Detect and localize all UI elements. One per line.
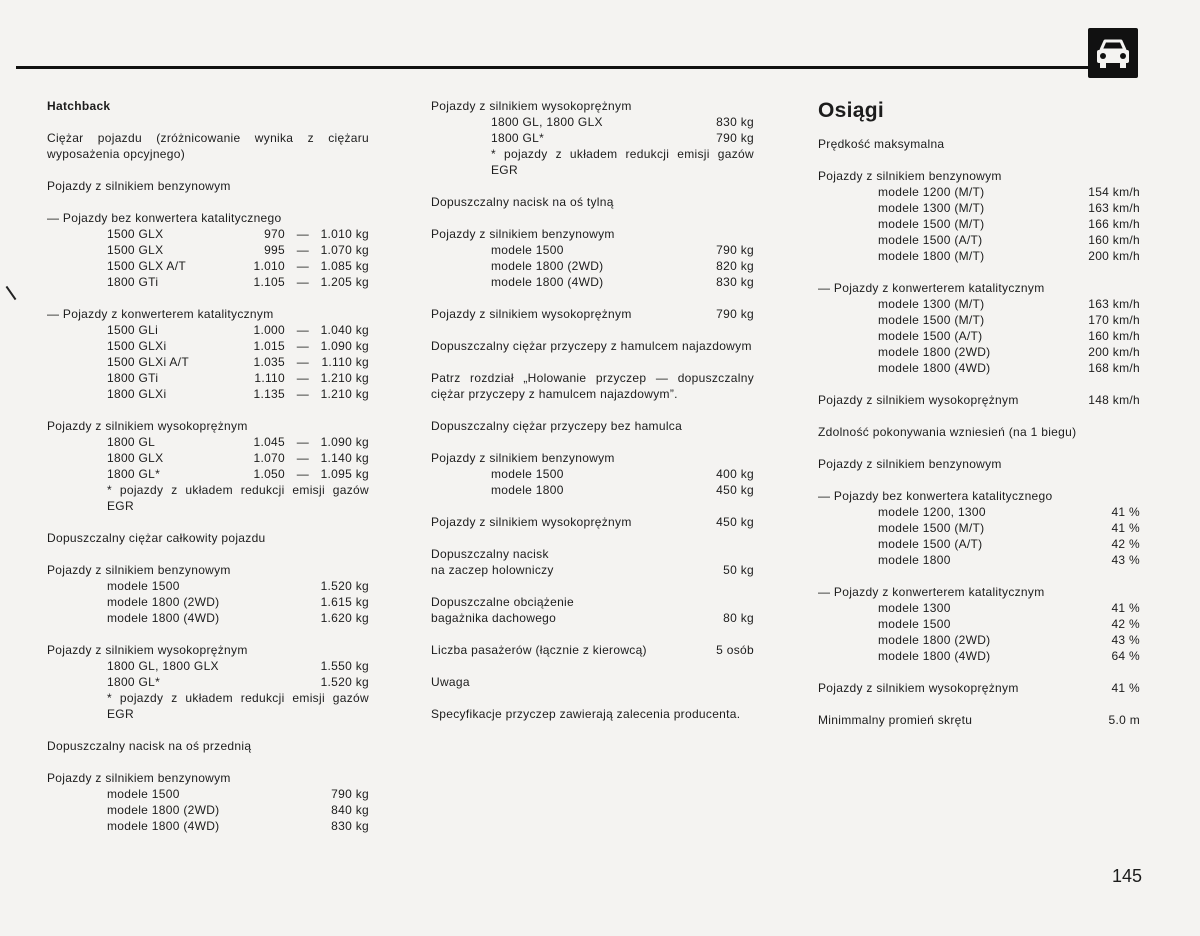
roof-label-line2: bagażnika dachowego: [431, 611, 557, 625]
spec-model: modele 1500 (A/T): [878, 233, 983, 247]
spec-model: modele 1800: [878, 553, 951, 567]
range-dash: —: [296, 227, 309, 241]
unbraked-diesel-row: [431, 514, 754, 530]
range-dash: —: [296, 259, 309, 273]
spec-value: 200 km/h: [1088, 249, 1140, 263]
range-to: 1.090 kg: [320, 435, 369, 449]
range-from: 970: [264, 227, 285, 241]
unbraked-petrol-list: [431, 466, 754, 498]
towbar-value: 50 kg: [723, 563, 754, 577]
weight-range-row: [47, 354, 369, 370]
spec-model: modele 1500: [491, 243, 564, 257]
spec-value: 1.620 kg: [320, 611, 369, 625]
spec-model: modele 1800 (2WD): [107, 595, 220, 609]
weight-range-row: [47, 258, 369, 274]
spec-model: modele 1800: [491, 483, 564, 497]
spec-value: 160 km/h: [1088, 233, 1140, 247]
max-speed-label: Prędkość maksymalna: [818, 137, 945, 151]
spec-value: 42 %: [1111, 617, 1140, 631]
front-diesel-label: Pojazdy z silnikiem wysokoprężnym: [431, 99, 632, 113]
spec-model: modele 1800 (2WD): [107, 803, 220, 817]
range-from: 1.070: [253, 451, 285, 465]
no-catalyst-list: [47, 226, 369, 290]
spec-row: [818, 552, 1140, 568]
weight-note: Ciężar pojazdu (zróżnicowanie wynika z ciężaru wyposażenia opcyjnego): [47, 131, 369, 161]
passengers-value: 5 osób: [716, 643, 754, 657]
spec-model: modele 1800 (4WD): [107, 819, 220, 833]
range-from: 995: [264, 243, 285, 257]
front-axle-label: Dopuszczalny nacisk na oś przednią: [47, 739, 252, 753]
spec-model: modele 1500: [107, 579, 180, 593]
speed-catalyst-label: — Pojazdy z konwerterem katalitycznym: [818, 281, 1045, 295]
note-label: Uwaga: [431, 675, 470, 689]
spec-value: 790 kg: [331, 787, 369, 801]
range-to: 1.070 kg: [320, 243, 369, 257]
roof-label-line1: Dopuszczalne obciążenie: [431, 595, 574, 609]
spec-row: [431, 466, 754, 482]
diesel-label: Pojazdy z silnikiem wysokoprężnym: [47, 419, 248, 433]
range-dash: —: [296, 467, 309, 481]
rear-axle-label: Dopuszczalny nacisk na oś tylną: [431, 195, 614, 209]
spec-model: modele 1800 (4WD): [878, 361, 991, 375]
diesel-list: [47, 434, 369, 482]
section-heading: Hatchback: [47, 99, 111, 113]
roof-value: 80 kg: [723, 611, 754, 625]
range-to: 1.085 kg: [320, 259, 369, 273]
range-from: 1.010: [253, 259, 285, 273]
spec-row: [47, 674, 369, 690]
range-from: 1.050: [253, 467, 285, 481]
range-dash: —: [296, 323, 309, 337]
spec-row: [47, 818, 369, 834]
weight-range-row: [47, 338, 369, 354]
speed-catalyst-list: [818, 296, 1140, 376]
roof-row: [431, 610, 754, 626]
spec-row: [431, 114, 754, 130]
egr-note: * pojazdy z układem redukcji emisji gazów EGR: [491, 147, 754, 177]
range-model: 1800 GL: [107, 435, 156, 449]
range-model: 1500 GLX: [107, 243, 164, 257]
range-model: 1800 GTi: [107, 275, 159, 289]
range-from: 1.045: [253, 435, 285, 449]
spec-model: modele 1800 (2WD): [491, 259, 604, 273]
spec-row: [818, 360, 1140, 376]
gvw-diesel-list: [47, 658, 369, 690]
performance-title: Osiągi: [818, 99, 884, 122]
range-to: 1.205 kg: [320, 275, 369, 289]
range-dash: —: [296, 387, 309, 401]
weight-range-row: [47, 242, 369, 258]
weight-range-row: [47, 370, 369, 386]
front-diesel-list: [431, 114, 754, 146]
spec-value: 41 %: [1111, 521, 1140, 535]
spec-model: modele 1800 (M/T): [878, 249, 985, 263]
spec-row: [431, 258, 754, 274]
braked-trailer-label: Dopuszczalny ciężar przyczepy z hamulcem najazdowym: [431, 339, 752, 353]
range-to: 1.010 kg: [320, 227, 369, 241]
spec-row: [47, 578, 369, 594]
turn-radius-value: 5.0 m: [1108, 713, 1140, 727]
spec-value: 43 %: [1111, 553, 1140, 567]
spec-row: [818, 328, 1140, 344]
column-weights: [47, 98, 369, 834]
header-rule: [16, 66, 1088, 69]
range-model: 1500 GLi: [107, 323, 159, 337]
column-performance: [818, 98, 1140, 728]
spec-value: 1.550 kg: [320, 659, 369, 673]
climb-catalyst-label: — Pojazdy z konwerterem katalitycznym: [818, 585, 1045, 599]
spec-value: 840 kg: [331, 803, 369, 817]
range-from: 1.105: [253, 275, 285, 289]
unbraked-trailer-label: Dopuszczalny ciężar przyczepy bez hamulca: [431, 419, 683, 433]
spec-model: 1800 GL, 1800 GLX: [491, 115, 603, 129]
car-icon: [1088, 28, 1138, 78]
spec-row: [818, 200, 1140, 216]
no-catalyst-label: — Pojazdy bez konwertera katalitycznego: [47, 211, 282, 225]
spec-value: 64 %: [1111, 649, 1140, 663]
spec-model: modele 1500: [107, 787, 180, 801]
range-dash: —: [296, 355, 309, 369]
spec-value: 200 km/h: [1088, 345, 1140, 359]
spec-row: [818, 632, 1140, 648]
spec-row: [47, 802, 369, 818]
spec-value: 830 kg: [331, 819, 369, 833]
climb-no-catalyst-list: [818, 504, 1140, 568]
passengers-label: Liczba pasażerów (łącznie z kierowcą): [431, 643, 647, 657]
column-loads: [431, 98, 754, 722]
climb-diesel-row: [818, 680, 1140, 696]
range-model: 1800 GTi: [107, 371, 159, 385]
climb-diesel-value: 41 %: [1111, 681, 1140, 695]
spec-row: [818, 216, 1140, 232]
spec-model: modele 1800 (4WD): [491, 275, 604, 289]
spec-row: [818, 648, 1140, 664]
range-dash: —: [296, 275, 309, 289]
range-from: 1.135: [253, 387, 285, 401]
range-from: 1.035: [253, 355, 285, 369]
spec-value: 154 km/h: [1088, 185, 1140, 199]
spec-row: [818, 600, 1140, 616]
spec-row: [818, 184, 1140, 200]
page-number: 145: [1111, 866, 1142, 886]
range-to: 1.110 kg: [321, 355, 369, 369]
rear-petrol-list: [431, 242, 754, 290]
climb-label: Zdolność pokonywania wzniesień (na 1 biegu): [818, 425, 1077, 439]
range-to: 1.140 kg: [320, 451, 369, 465]
spec-value: 170 km/h: [1088, 313, 1140, 327]
speed-diesel-label: Pojazdy z silnikiem wysokoprężnym: [818, 393, 1019, 407]
spec-model: modele 1300 (M/T): [878, 297, 985, 311]
gvw-egr-note: * pojazdy z układem redukcji emisji gazów EGR: [107, 691, 369, 721]
spec-model: modele 1800 (2WD): [878, 345, 991, 359]
spec-value: 400 kg: [716, 467, 754, 481]
climb-catalyst-list: [818, 600, 1140, 664]
note-text: Specyfikacje przyczep zawierają zalecenia producenta.: [431, 707, 741, 721]
spec-model: modele 1800 (2WD): [878, 633, 991, 647]
range-model: 1500 GLX: [107, 227, 164, 241]
spec-model: modele 1300 (M/T): [878, 201, 985, 215]
range-dash: —: [296, 371, 309, 385]
turn-radius-row: [818, 712, 1140, 728]
gvw-diesel-label: Pojazdy z silnikiem wysokoprężnym: [47, 643, 248, 657]
range-from: 1.015: [253, 339, 285, 353]
range-model: 1800 GLXi: [107, 387, 167, 401]
spec-value: 450 kg: [716, 483, 754, 497]
speed-petrol-list: [818, 184, 1140, 264]
spec-model: modele 1200, 1300: [878, 505, 986, 519]
spec-row: [431, 242, 754, 258]
margin-mark: [6, 286, 17, 300]
spec-model: modele 1500 (M/T): [878, 521, 985, 535]
spec-value: 790 kg: [716, 243, 754, 257]
range-dash: —: [296, 243, 309, 257]
spec-value: 1.520 kg: [320, 675, 369, 689]
range-model: 1500 GLXi: [107, 339, 167, 353]
spec-value: 160 km/h: [1088, 329, 1140, 343]
spec-row: [47, 786, 369, 802]
spec-value: 43 %: [1111, 633, 1140, 647]
front-axle-list: [47, 786, 369, 834]
spec-row: [818, 536, 1140, 552]
spec-value: 41 %: [1111, 505, 1140, 519]
passengers-row: [431, 642, 754, 658]
catalyst-label: — Pojazdy z konwerterem katalitycznym: [47, 307, 274, 321]
range-dash: —: [296, 451, 309, 465]
weight-range-row: [47, 226, 369, 242]
petrol-label: Pojazdy z silnikiem benzynowym: [47, 179, 231, 193]
range-to: 1.210 kg: [320, 371, 369, 385]
turn-radius-label: Minimmalny promień skrętu: [818, 713, 973, 727]
climb-no-catalyst-label: — Pojazdy bez konwertera katalitycznego: [818, 489, 1053, 503]
weight-range-row: [47, 274, 369, 290]
spec-row: [47, 610, 369, 626]
spec-row: [818, 232, 1140, 248]
rear-diesel-label: Pojazdy z silnikiem wysokoprężnym: [431, 307, 632, 321]
spec-model: 1800 GL*: [107, 675, 161, 689]
spec-value: 163 km/h: [1088, 297, 1140, 311]
weight-range-row: [47, 434, 369, 450]
speed-diesel-value: 148 km/h: [1088, 393, 1140, 407]
spec-model: 1800 GL, 1800 GLX: [107, 659, 219, 673]
range-from: 1.000: [253, 323, 285, 337]
range-model: 1500 GLXi A/T: [107, 355, 189, 369]
gvw-petrol-label: Pojazdy z silnikiem benzynowym: [47, 563, 231, 577]
spec-model: modele 1500 (M/T): [878, 217, 985, 231]
spec-row: [818, 344, 1140, 360]
spec-row: [818, 504, 1140, 520]
unbraked-diesel-label: Pojazdy z silnikiem wysokoprężnym: [431, 515, 632, 529]
unbraked-petrol-label: Pojazdy z silnikiem benzynowym: [431, 451, 615, 465]
range-dash: —: [296, 435, 309, 449]
spec-row: [431, 274, 754, 290]
spec-model: modele 1500 (A/T): [878, 329, 983, 343]
spec-value: 1.520 kg: [320, 579, 369, 593]
egr-note: * pojazdy z układem redukcji emisji gazów EGR: [107, 483, 369, 513]
spec-value: 41 %: [1111, 601, 1140, 615]
spec-row: [431, 482, 754, 498]
spec-model: modele 1500: [491, 467, 564, 481]
spec-model: modele 1300: [878, 601, 951, 615]
towbar-label-line1: Dopuszczalny nacisk: [431, 547, 549, 561]
spec-model: modele 1500 (M/T): [878, 313, 985, 327]
spec-row: [818, 248, 1140, 264]
range-model: 1800 GL*: [107, 467, 161, 481]
spec-value: 163 km/h: [1088, 201, 1140, 215]
spec-row: [47, 594, 369, 610]
spec-value: 830 kg: [716, 115, 754, 129]
range-model: 1800 GLX: [107, 451, 164, 465]
rear-petrol-label: Pojazdy z silnikiem benzynowym: [431, 227, 615, 241]
range-dash: —: [296, 339, 309, 353]
towbar-row: [431, 562, 754, 578]
spec-value: 1.615 kg: [320, 595, 369, 609]
braked-trailer-reference: Patrz rozdział „Holowanie przyczep — dopuszczalny ciężar przyczepy z hamulcem najazdowym”.: [431, 371, 754, 401]
spec-value: 820 kg: [716, 259, 754, 273]
spec-model: modele 1500 (A/T): [878, 537, 983, 551]
speed-diesel-row: [818, 392, 1140, 408]
weight-range-row: [47, 466, 369, 482]
spec-row: [47, 658, 369, 674]
weight-range-row: [47, 450, 369, 466]
range-to: 1.095 kg: [320, 467, 369, 481]
rear-diesel-row: [431, 306, 754, 322]
rear-diesel-value: 790 kg: [716, 307, 754, 321]
spec-value: 790 kg: [716, 131, 754, 145]
range-from: 1.110: [254, 371, 285, 385]
front-petrol-label: Pojazdy z silnikiem benzynowym: [47, 771, 231, 785]
spec-row: [431, 130, 754, 146]
range-to: 1.090 kg: [320, 339, 369, 353]
climb-diesel-label: Pojazdy z silnikiem wysokoprężnym: [818, 681, 1019, 695]
spec-row: [818, 312, 1140, 328]
gvw-petrol-list: [47, 578, 369, 626]
range-to: 1.040 kg: [320, 323, 369, 337]
spec-value: 168 km/h: [1088, 361, 1140, 375]
spec-value: 830 kg: [716, 275, 754, 289]
spec-model: modele 1800 (4WD): [107, 611, 220, 625]
spec-value: 42 %: [1111, 537, 1140, 551]
catalyst-list: [47, 322, 369, 402]
speed-petrol-label: Pojazdy z silnikiem benzynowym: [818, 169, 1002, 183]
spec-model: 1800 GL*: [491, 131, 545, 145]
spec-row: [818, 616, 1140, 632]
spec-row: [818, 520, 1140, 536]
spec-row: [818, 296, 1140, 312]
unbraked-diesel-value: 450 kg: [716, 515, 754, 529]
weight-range-row: [47, 322, 369, 338]
spec-model: modele 1200 (M/T): [878, 185, 985, 199]
climb-petrol-label: Pojazdy z silnikiem benzynowym: [818, 457, 1002, 471]
range-model: 1500 GLX A/T: [107, 259, 186, 273]
range-to: 1.210 kg: [320, 387, 369, 401]
spec-model: modele 1800 (4WD): [878, 649, 991, 663]
weight-range-row: [47, 386, 369, 402]
towbar-label-line2: na zaczep holowniczy: [431, 563, 554, 577]
spec-value: 166 km/h: [1088, 217, 1140, 231]
spec-model: modele 1500: [878, 617, 951, 631]
gvw-label: Dopuszczalny ciężar całkowity pojazdu: [47, 531, 266, 545]
